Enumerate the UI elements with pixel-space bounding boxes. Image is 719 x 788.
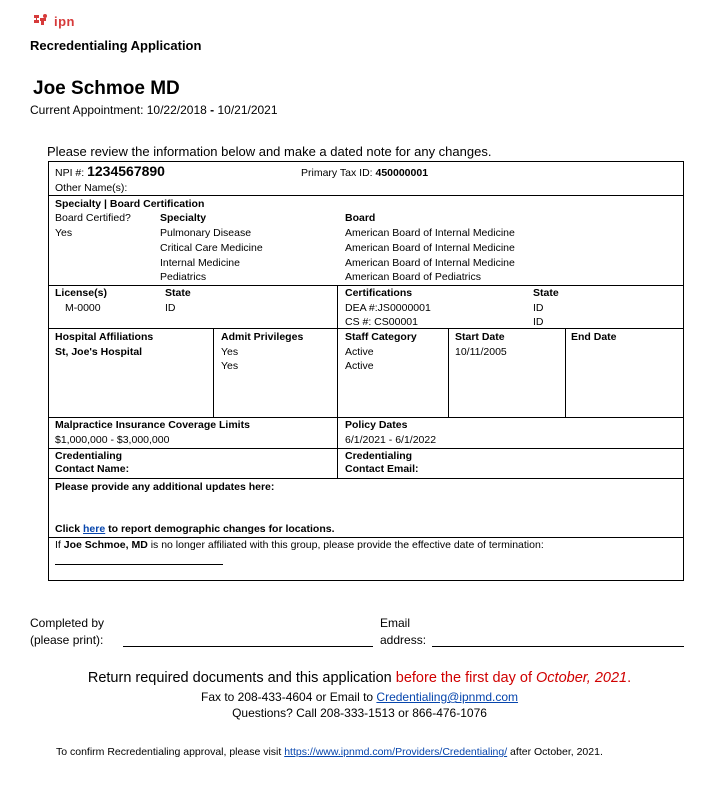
- board-item: American Board of Internal Medicine: [345, 227, 515, 239]
- application-title: Recredentialing Application: [30, 38, 202, 53]
- divider: [565, 328, 566, 417]
- admit-privileges-header: Admit Privileges: [221, 331, 304, 343]
- recredentialing-form: [48, 161, 684, 581]
- divider: [337, 328, 338, 417]
- specialty-item: Pediatrics: [160, 271, 207, 283]
- board-item: American Board of Pediatrics: [345, 271, 481, 283]
- email-address-line[interactable]: [432, 646, 684, 647]
- ipn-logo: [30, 12, 75, 30]
- hospital-name: St, Joe's Hospital: [55, 346, 143, 358]
- specialty-item: Pulmonary Disease: [160, 227, 252, 239]
- cert-state: ID: [533, 316, 544, 328]
- license-value: M-0000: [65, 302, 101, 314]
- demographic-changes-note: Click here to report demographic changes for locations.: [55, 523, 335, 535]
- completed-by-label: Completed by (please print):: [30, 616, 105, 647]
- policy-dates-header: Policy Dates: [345, 419, 408, 431]
- cert-item: DEA #:JS0000001: [345, 302, 431, 314]
- updates-label: Please provide any additional updates here:: [55, 481, 275, 493]
- cred-contact-name-label: Credentialing Contact Name:: [55, 450, 130, 475]
- specialty-header: Specialty: [160, 212, 207, 224]
- admit-value: Yes: [221, 346, 239, 358]
- termination-date-line[interactable]: [55, 564, 223, 565]
- email-address-label: Email address:: [380, 616, 427, 647]
- board-certified-value: Yes: [55, 227, 73, 239]
- current-appointment: Current Appointment: 10/22/2018 - 10/21/2021: [30, 103, 278, 117]
- npi-field: NPI #: 1234567890: [55, 163, 165, 179]
- specialty-item: Internal Medicine: [160, 257, 240, 269]
- board-header: Board: [345, 212, 376, 224]
- provider-name: Joe Schmoe MD: [33, 78, 180, 99]
- malpractice-header: Malpractice Insurance Coverage Limits: [55, 419, 250, 431]
- divider: [337, 285, 338, 328]
- divider: [49, 417, 683, 418]
- divider: [49, 328, 683, 329]
- cert-state: ID: [533, 302, 544, 314]
- divider: [213, 328, 214, 417]
- license-state-value: ID: [165, 302, 176, 314]
- start-date-header: Start Date: [455, 331, 505, 343]
- cert-item: CS #: CS00001: [345, 316, 418, 328]
- return-documents-notice: Return required documents and this application before the first day of October, 2021.: [87, 670, 632, 686]
- end-date-header: End Date: [571, 331, 617, 343]
- admit-value: Yes: [221, 360, 239, 372]
- license-header: License(s): [55, 287, 107, 299]
- divider: [49, 285, 683, 286]
- completed-by-line[interactable]: [123, 646, 373, 647]
- divider: [49, 478, 683, 479]
- license-state-header: State: [165, 287, 191, 299]
- confirm-approval-line: To confirm Recredentialing approval, please visit https://www.ipnmd.com/Providers/Credentialing/ after October, 2021.: [56, 746, 603, 758]
- cred-contact-email-label: Credentialing Contact Email:: [345, 450, 419, 475]
- questions-line: Questions? Call 208-333-1513 or 866-476-1076: [232, 706, 487, 720]
- termination-note: If Joe Schmoe, MD is no longer affiliated with this group, please provide the effective date of termination:: [55, 539, 544, 551]
- cert-state-header: State: [533, 287, 559, 299]
- logo-text: ipn: [54, 13, 75, 29]
- divider: [448, 328, 449, 417]
- fax-email-line: Fax to 208-433-4604 or Email to Credentialing@ipnmd.com: [200, 690, 519, 704]
- malpractice-value: $1,000,000 - $3,000,000: [55, 434, 170, 446]
- board-item: American Board of Internal Medicine: [345, 257, 515, 269]
- divider: [49, 195, 683, 196]
- board-item: American Board of Internal Medicine: [345, 242, 515, 254]
- tax-id-field: Primary Tax ID: 450000001: [301, 167, 429, 179]
- specialty-item: Critical Care Medicine: [160, 242, 263, 254]
- board-certified-header: Board Certified?: [55, 212, 131, 224]
- review-instructions: Please review the information below and make a dated note for any changes.: [47, 144, 492, 159]
- divider: [49, 448, 683, 449]
- policy-dates-value: 6/1/2021 - 6/1/2022: [345, 434, 437, 446]
- start-date-value: 10/11/2005: [455, 346, 507, 358]
- divider: [49, 537, 683, 538]
- hospital-affiliations-header: Hospital Affiliations: [55, 331, 154, 343]
- here-link[interactable]: here: [83, 523, 106, 535]
- other-names-label: Other Name(s):: [55, 182, 128, 194]
- specialty-section-title: Specialty | Board Certification: [55, 198, 205, 210]
- staff-category-header: Staff Category: [345, 331, 417, 343]
- certifications-header: Certifications: [345, 287, 413, 299]
- staff-value: Active: [345, 346, 374, 358]
- staff-value: Active: [345, 360, 374, 372]
- credentialing-url-link[interactable]: https://www.ipnmd.com/Providers/Credentialing/: [284, 746, 508, 758]
- ipn-logo-icon: [30, 12, 50, 30]
- credentialing-email-link[interactable]: Credentialing@ipnmd.com: [376, 690, 519, 704]
